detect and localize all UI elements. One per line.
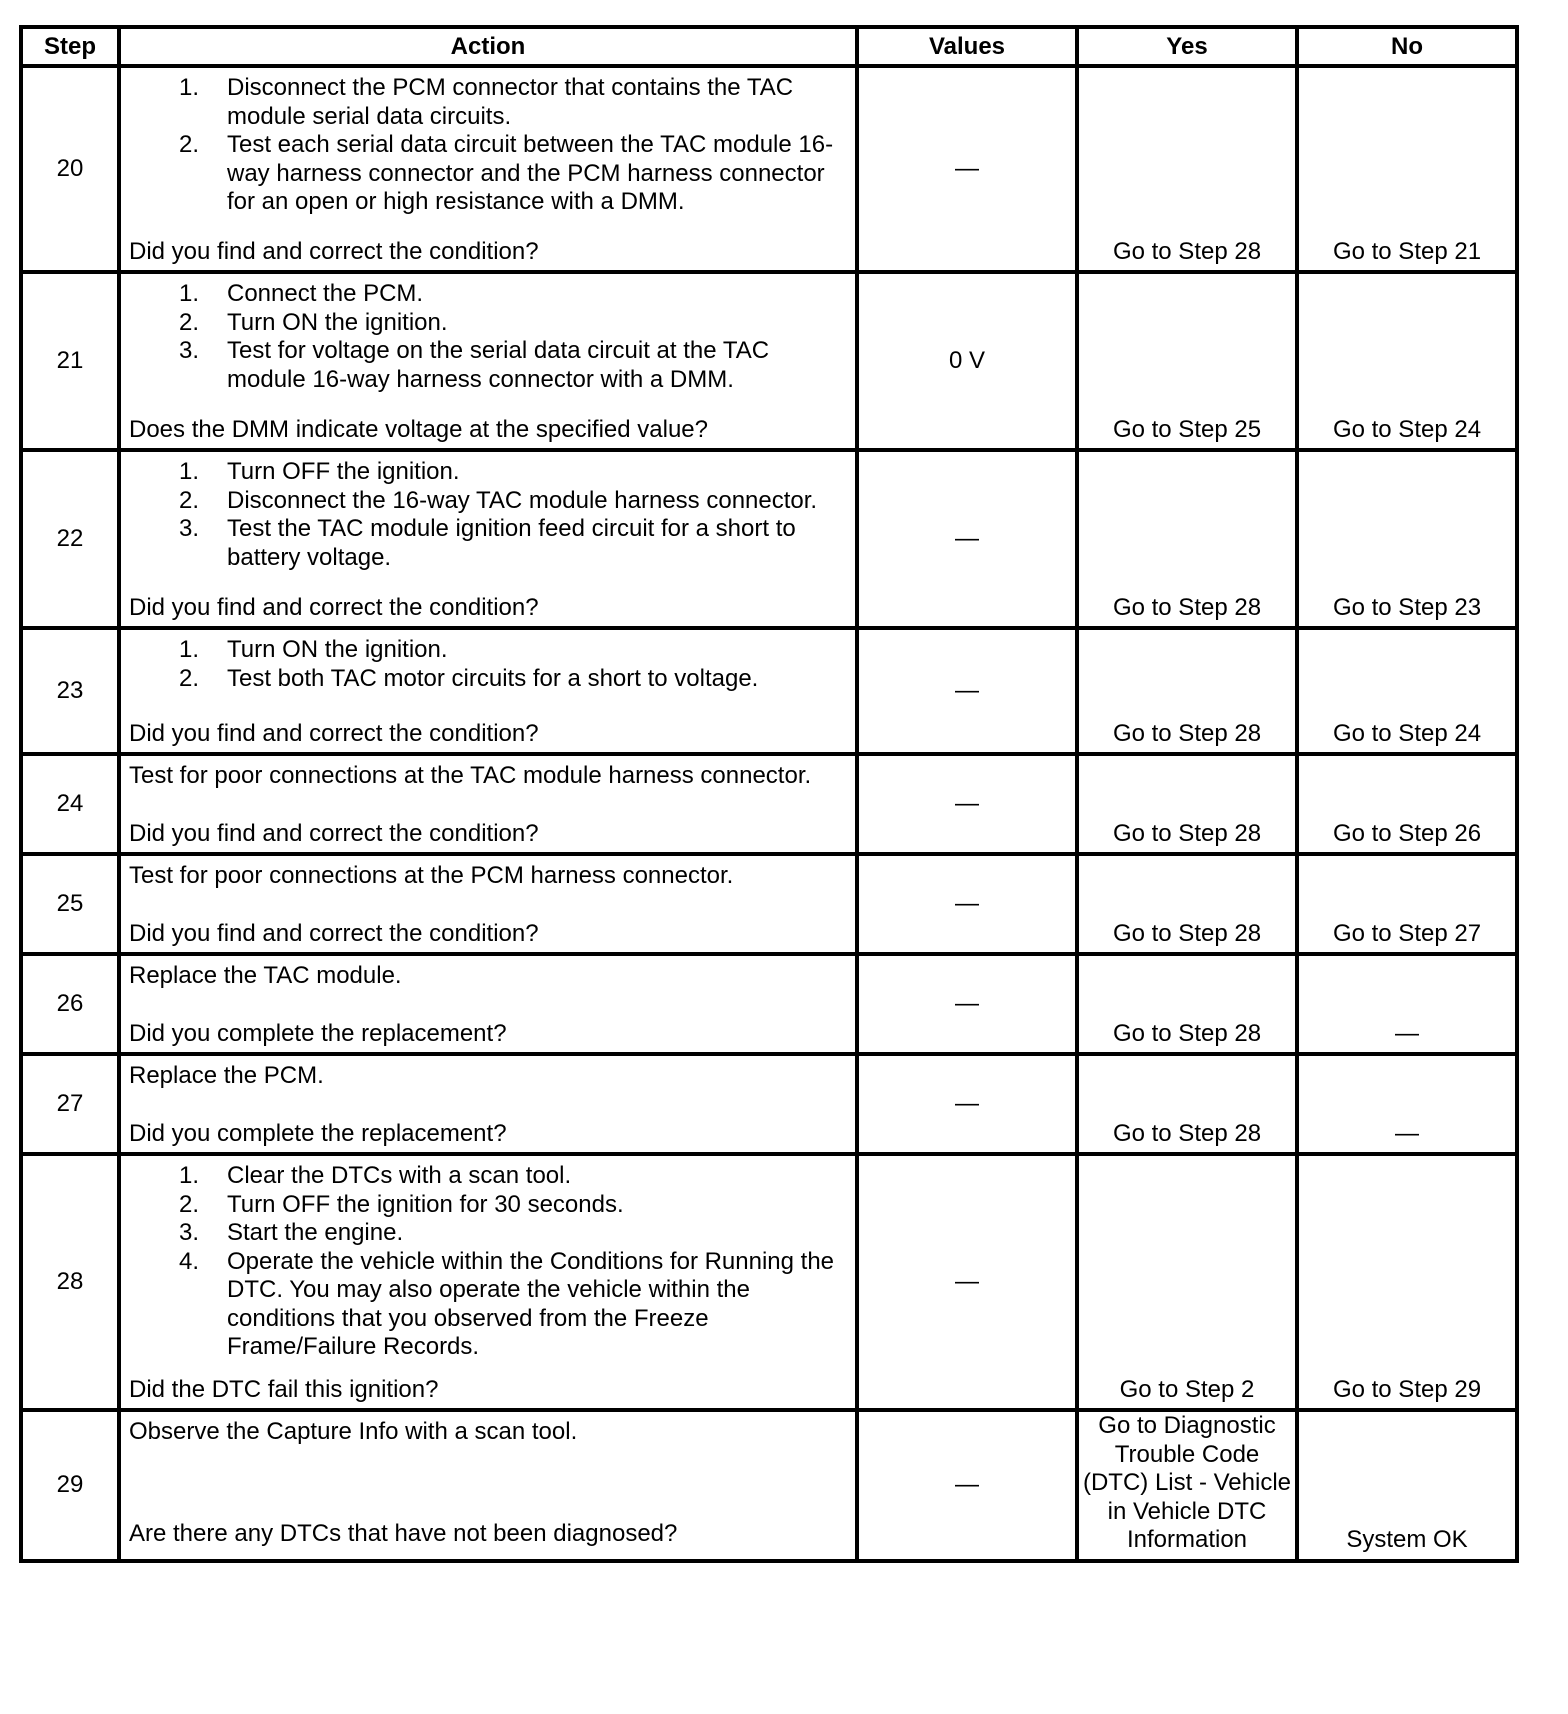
action-content [121, 452, 855, 626]
table-row [21, 854, 1517, 954]
action-content [121, 274, 855, 448]
list-item [129, 280, 847, 309]
step-number: 20 [21, 66, 119, 272]
list-item [129, 1191, 847, 1220]
yes-cell: Go to Step 28 [1077, 854, 1297, 954]
list-item [129, 74, 847, 131]
yes-cell: Go to Step 28 [1077, 628, 1297, 754]
list-item-text: Turn OFF the ignition. [227, 458, 460, 485]
step-number: 22 [21, 450, 119, 628]
list-item-text: Turn OFF the ignition for 30 seconds. [227, 1190, 624, 1218]
action-instructions [129, 458, 847, 572]
values-cell: — [857, 1410, 1077, 1561]
action-content [121, 1056, 855, 1152]
no-cell: — [1297, 1054, 1517, 1154]
action-text: Observe the Capture Info with a scan tool. [129, 1418, 578, 1445]
list-item-number: 3. [178, 515, 199, 542]
list-item [129, 1162, 847, 1191]
table-row [21, 66, 1517, 272]
yes-cell: Go to Step 2 [1077, 1154, 1297, 1410]
step-number: 26 [21, 954, 119, 1054]
step-number: 24 [21, 754, 119, 854]
action-content [121, 1412, 855, 1552]
action-cell [119, 754, 857, 854]
values-cell: 0 V [857, 272, 1077, 450]
list-item-number: 2. [178, 131, 199, 158]
action-cell [119, 1410, 857, 1561]
list-item-text: Disconnect the PCM connector that contains the TAC module serial data circuits. [227, 74, 794, 130]
step-number: 21 [21, 272, 119, 450]
action-cell [119, 450, 857, 628]
action-content [121, 956, 855, 1052]
no-cell: Go to Step 24 [1297, 628, 1517, 754]
action-instructions [129, 962, 847, 991]
list-item-number: 2. [178, 1190, 199, 1218]
table-row [21, 272, 1517, 450]
no-cell: Go to Step 29 [1297, 1154, 1517, 1410]
list-item-number: 2. [178, 486, 199, 514]
table-row [21, 954, 1517, 1054]
list-item [129, 309, 847, 338]
no-cell: Go to Step 24 [1297, 272, 1517, 450]
no-cell: Go to Step 21 [1297, 66, 1517, 272]
action-cell [119, 1154, 857, 1410]
action-question: Does the DMM indicate voltage at the specified value? [129, 415, 708, 443]
action-instructions [129, 1162, 847, 1362]
table-row [21, 754, 1517, 854]
no-cell: Go to Step 23 [1297, 450, 1517, 628]
action-question: Did you complete the replacement? [129, 1119, 507, 1147]
action-content [121, 1156, 855, 1408]
values-cell: — [857, 1054, 1077, 1154]
action-instructions [129, 280, 847, 394]
action-instructions [129, 74, 847, 217]
action-instructions [129, 1062, 847, 1091]
list-item [129, 487, 847, 516]
table-row [21, 628, 1517, 754]
action-question: Did you complete the replacement? [129, 1019, 507, 1047]
list-item-number: 4. [178, 1247, 199, 1275]
list-item-number: 1. [178, 458, 199, 485]
no-cell: Go to Step 26 [1297, 754, 1517, 854]
step-number: 29 [21, 1410, 119, 1561]
table-row [21, 450, 1517, 628]
values-cell: — [857, 1154, 1077, 1410]
list-item-number: 1. [178, 74, 199, 101]
action-text: Replace the TAC module. [129, 962, 402, 989]
list-item [129, 636, 847, 665]
header-values: Values [857, 27, 1077, 66]
action-text: Test for poor connections at the TAC module harness connector. [129, 762, 812, 789]
action-content [121, 630, 855, 752]
list-item-text: Disconnect the 16-way TAC module harness connector. [227, 486, 818, 514]
values-cell: — [857, 66, 1077, 272]
list-item [129, 337, 847, 394]
action-question: Are there any DTCs that have not been diagnosed? [129, 1519, 678, 1547]
action-instructions [129, 636, 847, 693]
values-cell: — [857, 854, 1077, 954]
list-item-number: 2. [178, 308, 199, 336]
list-item [129, 665, 847, 694]
list-item-number: 1. [178, 280, 199, 307]
action-cell [119, 628, 857, 754]
diagnostic-table [19, 25, 1519, 1563]
action-question: Did you find and correct the condition? [129, 719, 539, 747]
header-yes: Yes [1077, 27, 1297, 66]
action-question: Did you find and correct the condition? [129, 237, 539, 265]
action-content [121, 756, 855, 852]
list-item [129, 515, 847, 572]
list-item [129, 1248, 847, 1362]
header-step: Step [21, 27, 119, 66]
list-item-number: 1. [178, 1162, 199, 1189]
action-cell [119, 954, 857, 1054]
no-cell: System OK [1297, 1410, 1517, 1561]
header-no: No [1297, 27, 1517, 66]
action-instructions [129, 862, 847, 891]
list-item-text: Test each serial data circuit between the TAC module 16-way harness connector and the PCM harness connector for an open or high resistance with a DMM. [227, 131, 834, 215]
yes-cell: Go to Step 28 [1077, 450, 1297, 628]
yes-cell: Go to Diagnostic Trouble Code (DTC) List - Vehicle in Vehicle DTC Information [1077, 1410, 1297, 1561]
step-number: 25 [21, 854, 119, 954]
table-body [21, 66, 1517, 1561]
list-item-text: Test both TAC motor circuits for a short to voltage. [227, 664, 759, 692]
no-cell: — [1297, 954, 1517, 1054]
values-cell: — [857, 754, 1077, 854]
action-content [121, 856, 855, 952]
header-row [21, 27, 1517, 66]
list-item-text: Operate the vehicle within the Conditions for Running the DTC. You may also operate the vehicle within the conditions that you observed from the Freeze Frame/Failure Records. [227, 1247, 835, 1360]
values-cell: — [857, 954, 1077, 1054]
list-item-text: Start the engine. [227, 1219, 404, 1246]
instruction-list [129, 280, 847, 394]
action-instructions [129, 1418, 847, 1447]
action-question: Did the DTC fail this ignition? [129, 1375, 439, 1403]
action-question: Did you find and correct the condition? [129, 593, 539, 621]
list-item [129, 458, 847, 487]
list-item [129, 131, 847, 217]
instruction-list [129, 1162, 847, 1362]
instruction-list [129, 74, 847, 217]
action-question: Did you find and correct the condition? [129, 919, 539, 947]
values-cell: — [857, 628, 1077, 754]
instruction-list [129, 636, 847, 693]
yes-cell: Go to Step 28 [1077, 754, 1297, 854]
no-cell: Go to Step 27 [1297, 854, 1517, 954]
action-cell [119, 66, 857, 272]
action-cell [119, 272, 857, 450]
list-item-number: 3. [178, 337, 199, 364]
step-number: 23 [21, 628, 119, 754]
yes-cell: Go to Step 25 [1077, 272, 1297, 450]
action-text: Test for poor connections at the PCM harness connector. [129, 862, 734, 889]
table-row [21, 1154, 1517, 1410]
list-item-number: 1. [178, 636, 199, 663]
yes-cell: Go to Step 28 [1077, 66, 1297, 272]
list-item-text: Test the TAC module ignition feed circuit for a short to battery voltage. [227, 515, 796, 571]
values-cell: — [857, 450, 1077, 628]
list-item-text: Turn ON the ignition. [227, 636, 448, 663]
list-item-text: Clear the DTCs with a scan tool. [227, 1162, 572, 1189]
table-row [21, 1410, 1517, 1561]
action-content [121, 68, 855, 270]
list-item-text: Turn ON the ignition. [227, 308, 448, 336]
step-number: 28 [21, 1154, 119, 1410]
action-question: Did you find and correct the condition? [129, 819, 539, 847]
list-item-number: 2. [178, 664, 199, 692]
list-item-text: Connect the PCM. [227, 280, 424, 307]
action-text: Replace the PCM. [129, 1062, 324, 1089]
yes-cell: Go to Step 28 [1077, 1054, 1297, 1154]
header-action: Action [119, 27, 857, 66]
yes-cell: Go to Step 28 [1077, 954, 1297, 1054]
step-number: 27 [21, 1054, 119, 1154]
action-instructions [129, 762, 847, 791]
list-item-number: 3. [178, 1219, 199, 1246]
table-row [21, 1054, 1517, 1154]
list-item [129, 1219, 847, 1248]
instruction-list [129, 458, 847, 572]
action-cell [119, 1054, 857, 1154]
action-cell [119, 854, 857, 954]
list-item-text: Test for voltage on the serial data circuit at the TAC module 16-way harness connector with a DMM. [227, 337, 770, 393]
